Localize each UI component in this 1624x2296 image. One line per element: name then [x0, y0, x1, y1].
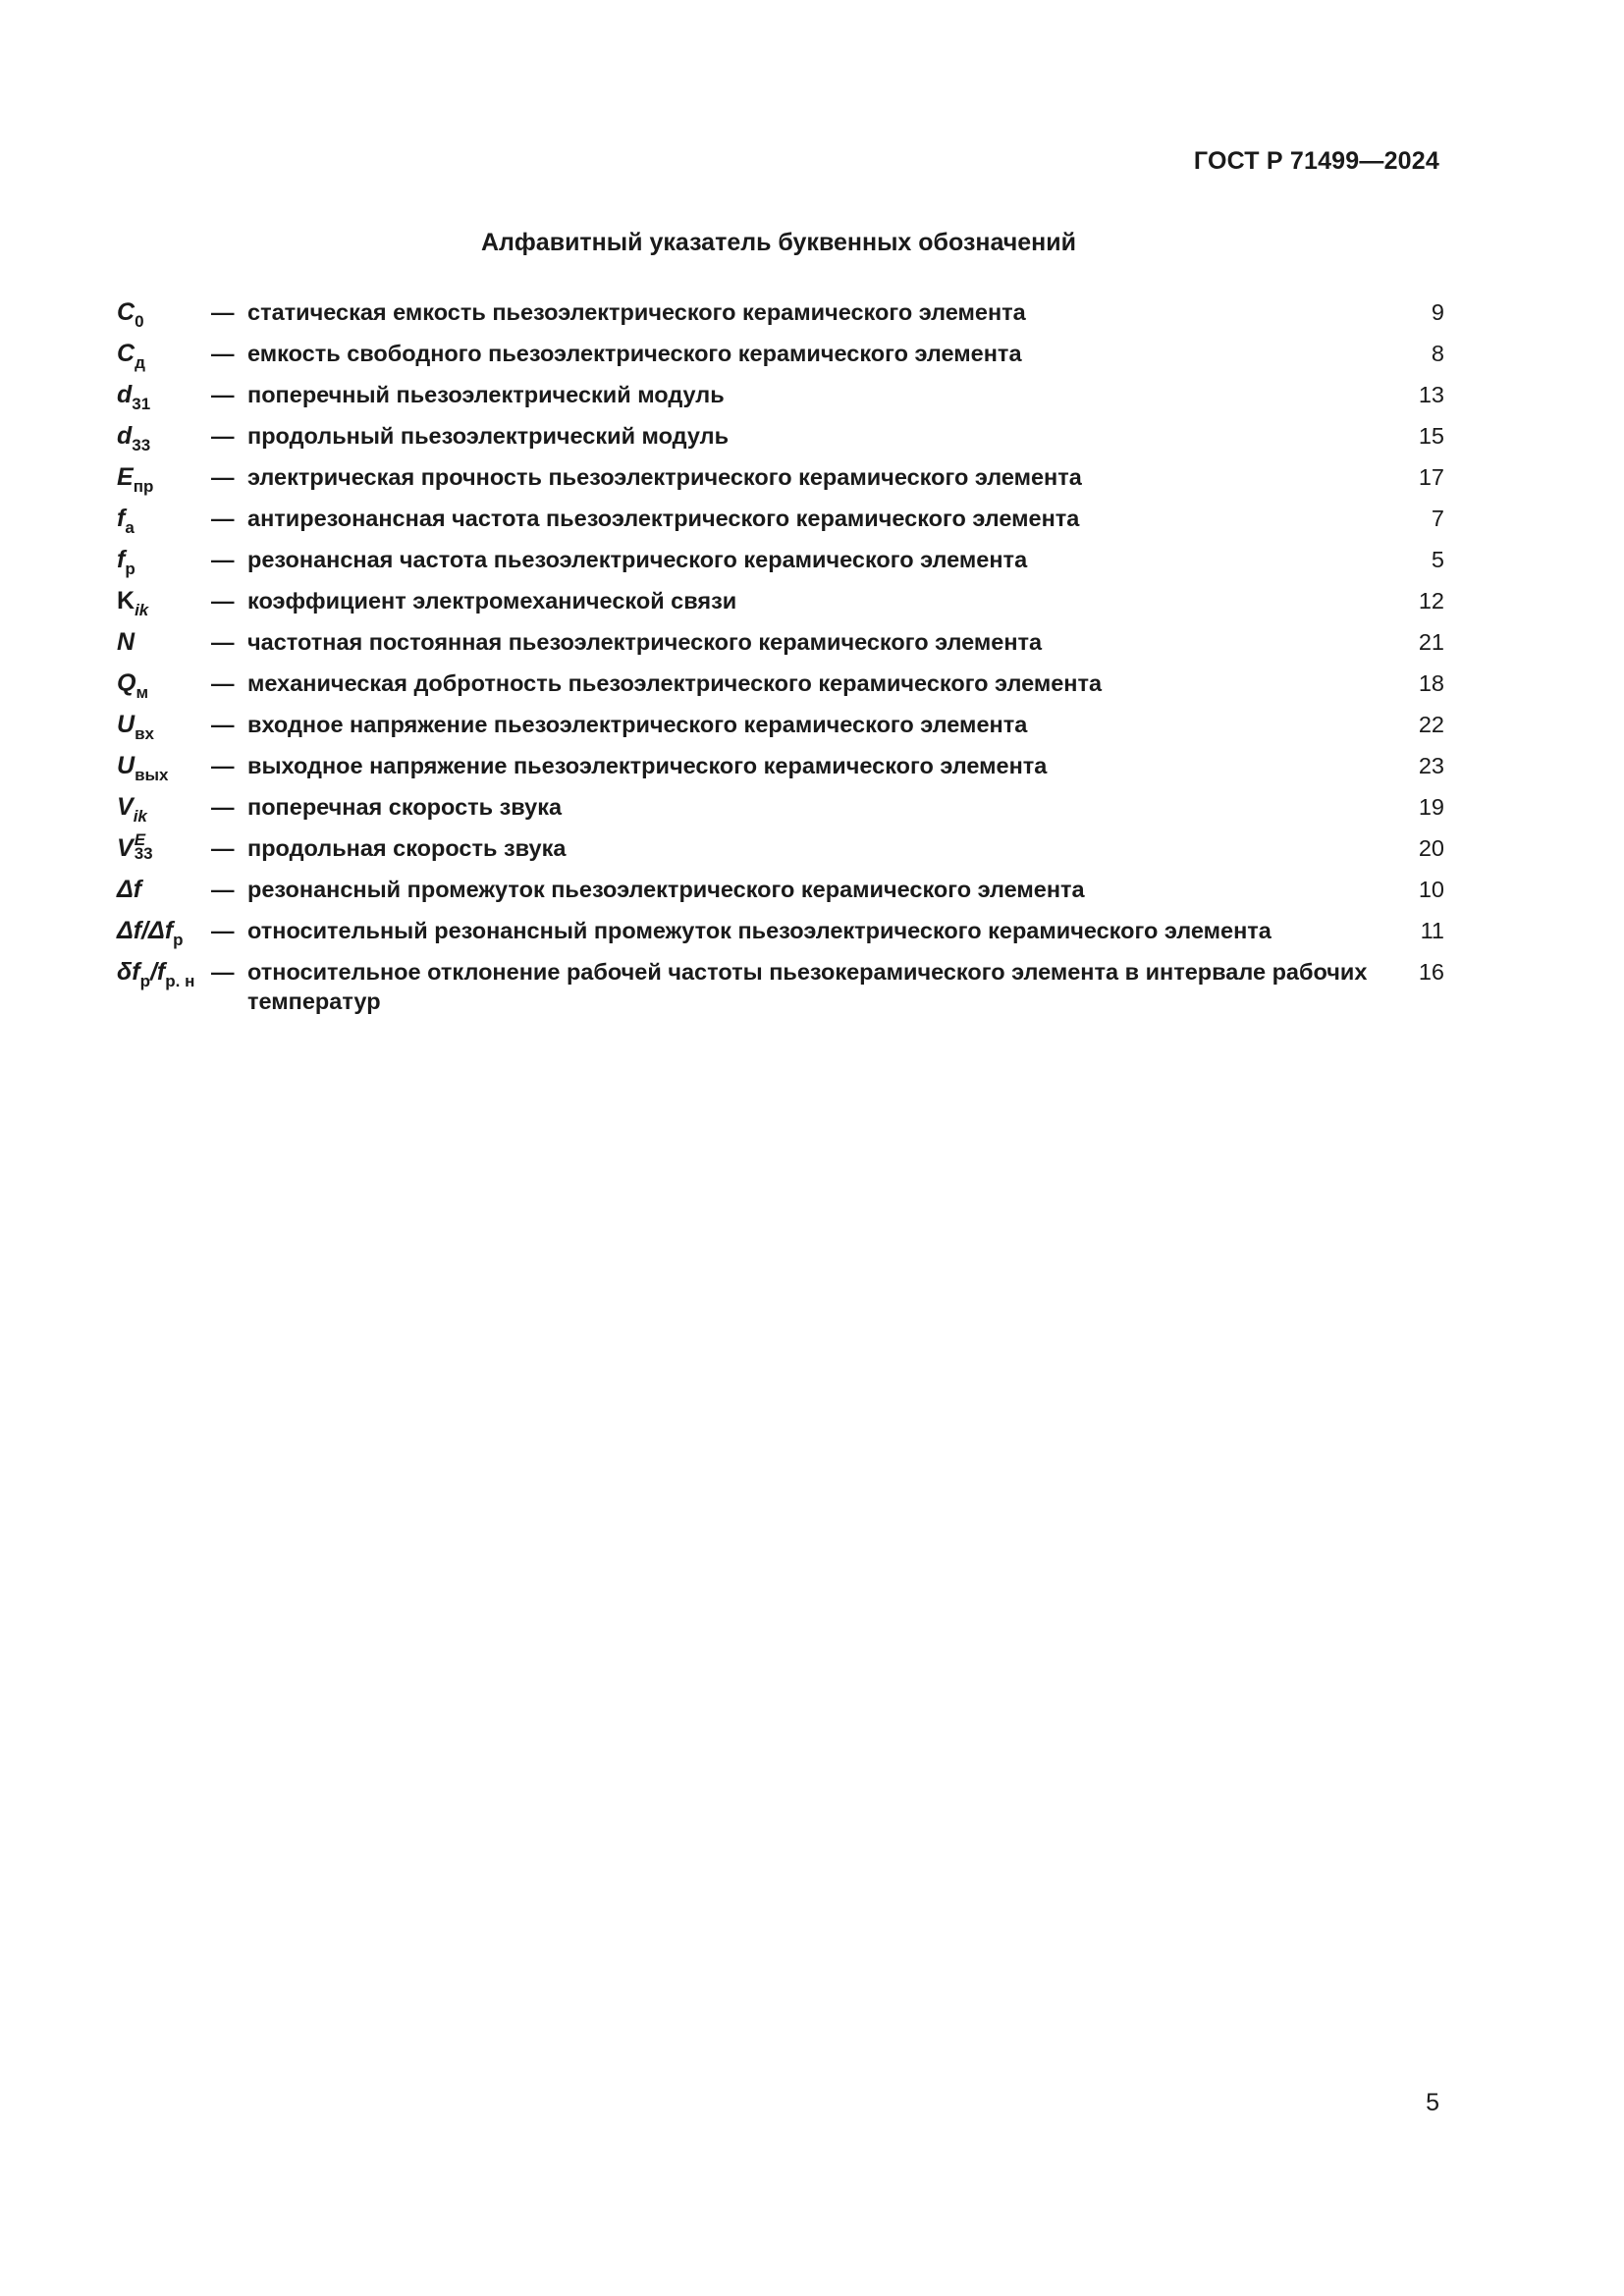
entry-description: выходное напряжение пьезоэлектрического керамического элемента: [247, 753, 1048, 778]
entry-symbol: $d_{31}$: [117, 381, 151, 413]
entry-dash: —: [211, 464, 235, 490]
entry-description: коэффициент электромеханической связи: [247, 588, 737, 614]
entry-description: частотная постоянная пьезоэлектрического керамического элемента: [247, 629, 1043, 655]
entry-dash: —: [211, 299, 235, 325]
entry-dash: —: [211, 959, 235, 985]
entry-dash: —: [211, 877, 235, 902]
entry-dash: —: [211, 794, 235, 820]
entry-symbol: $U_{вх}$: [117, 711, 154, 743]
entry-page-ref: 11: [1420, 918, 1444, 943]
index-entry: [117, 710, 1444, 751]
index-entry: [117, 957, 1444, 1016]
entry-dash: —: [211, 506, 235, 531]
index-entry: [117, 830, 1444, 875]
entry-dash: —: [211, 835, 235, 861]
index-entry: [117, 545, 1444, 586]
entry-symbol: V E 33: [117, 830, 153, 864]
entry-page-ref: 20: [1418, 835, 1444, 861]
index-entry: [117, 462, 1444, 504]
entry-symbol: $f_а$: [117, 505, 135, 537]
entry-dash: —: [211, 341, 235, 366]
index-entry: [117, 339, 1444, 380]
index-entry: [117, 792, 1444, 833]
entry-symbol: N: [117, 628, 135, 656]
entry-page-ref: 21: [1418, 629, 1444, 655]
entry-symbol: $\Delta f/\Delta f_р$: [117, 917, 184, 949]
entry-description: резонансный промежуток пьезоэлектрического керамического элемента: [247, 877, 1085, 902]
entry-page-ref: 22: [1418, 712, 1444, 737]
entry-page-ref: 16: [1418, 959, 1444, 985]
index-entry: [117, 875, 1444, 916]
entry-page-ref: 15: [1418, 423, 1444, 449]
entry-description: поперечная скорость звука: [247, 794, 563, 820]
entry-symbol: Δf: [117, 876, 142, 903]
entry-description: электрическая прочность пьезоэлектрического керамического элемента: [247, 464, 1082, 490]
entry-dash: —: [211, 670, 235, 696]
entry-symbol: $C_д$: [117, 340, 145, 372]
entry-symbol: $d_{33}$: [117, 422, 151, 454]
entry-page-ref: 13: [1418, 382, 1444, 407]
entry-description: относительное отклонение рабочей частоты пьезокерамического элемента в интервале рабочих температур: [247, 959, 1368, 1014]
entry-symbol: $E_{пр}$: [117, 463, 154, 496]
symbol-index-list: [117, 297, 1444, 1016]
index-entry: [117, 421, 1444, 462]
entry-page-ref: 12: [1418, 588, 1444, 614]
entry-symbol: $V_{ik}$: [117, 793, 147, 826]
entry-dash: —: [211, 547, 235, 572]
entry-symbol: $\delta f_р/f_{р. н}$: [117, 958, 195, 990]
entry-dash: —: [211, 753, 235, 778]
entry-dash: —: [211, 629, 235, 655]
entry-page-ref: 7: [1431, 506, 1444, 531]
entry-page-ref: 9: [1431, 299, 1444, 325]
index-entry: [117, 916, 1444, 957]
entry-symbol: $U_{вых}$: [117, 752, 169, 784]
entry-page-ref: 10: [1418, 877, 1444, 902]
entry-symbol: $C_0$: [117, 298, 144, 331]
entry-page-ref: 23: [1418, 753, 1444, 778]
page-title: Алфавитный указатель буквенных обозначений: [480, 229, 1077, 256]
index-entry: [117, 627, 1444, 668]
entry-description: статическая емкость пьезоэлектрического керамического элемента: [247, 299, 1026, 325]
entry-description: поперечный пьезоэлектрический модуль: [247, 382, 725, 407]
entry-dash: —: [211, 588, 235, 614]
index-entry: [117, 297, 1444, 339]
entry-description: механическая добротность пьезоэлектрического керамического элемента: [247, 670, 1103, 696]
entry-dash: —: [211, 712, 235, 737]
entry-symbol: $K_{ik}$: [117, 587, 149, 619]
entry-symbol: $f_р$: [117, 546, 135, 578]
index-entry: [117, 380, 1444, 421]
entry-page-ref: 8: [1431, 341, 1444, 366]
entry-page-ref: 18: [1418, 670, 1444, 696]
entry-page-ref: 19: [1418, 794, 1444, 820]
entry-description: относительный резонансный промежуток пьезоэлектрического керамического элемента: [247, 918, 1272, 943]
index-entry: [117, 668, 1444, 710]
page-number: 5: [1426, 2089, 1439, 2116]
entry-description: емкость свободного пьезоэлектрического керамического элемента: [247, 341, 1022, 366]
entry-page-ref: 5: [1431, 547, 1444, 572]
entry-page-ref: 17: [1418, 464, 1444, 490]
entry-symbol: $Q_м$: [117, 669, 149, 702]
entry-dash: —: [211, 382, 235, 407]
entry-description: продольная скорость звука: [247, 835, 567, 861]
index-entry: [117, 586, 1444, 627]
index-entry: [117, 504, 1444, 545]
entry-description: антирезонансная частота пьезоэлектрического керамического элемента: [247, 506, 1080, 531]
entry-description: резонансная частота пьезоэлектрического керамического элемента: [247, 547, 1028, 572]
index-entry: [117, 751, 1444, 792]
entry-description: входное напряжение пьезоэлектрического керамического элемента: [247, 712, 1028, 737]
document-id: ГОСТ Р 71499—2024: [1193, 147, 1439, 175]
entry-dash: —: [211, 423, 235, 449]
entry-dash: —: [211, 918, 235, 943]
entry-description: продольный пьезоэлектрический модуль: [247, 423, 730, 449]
